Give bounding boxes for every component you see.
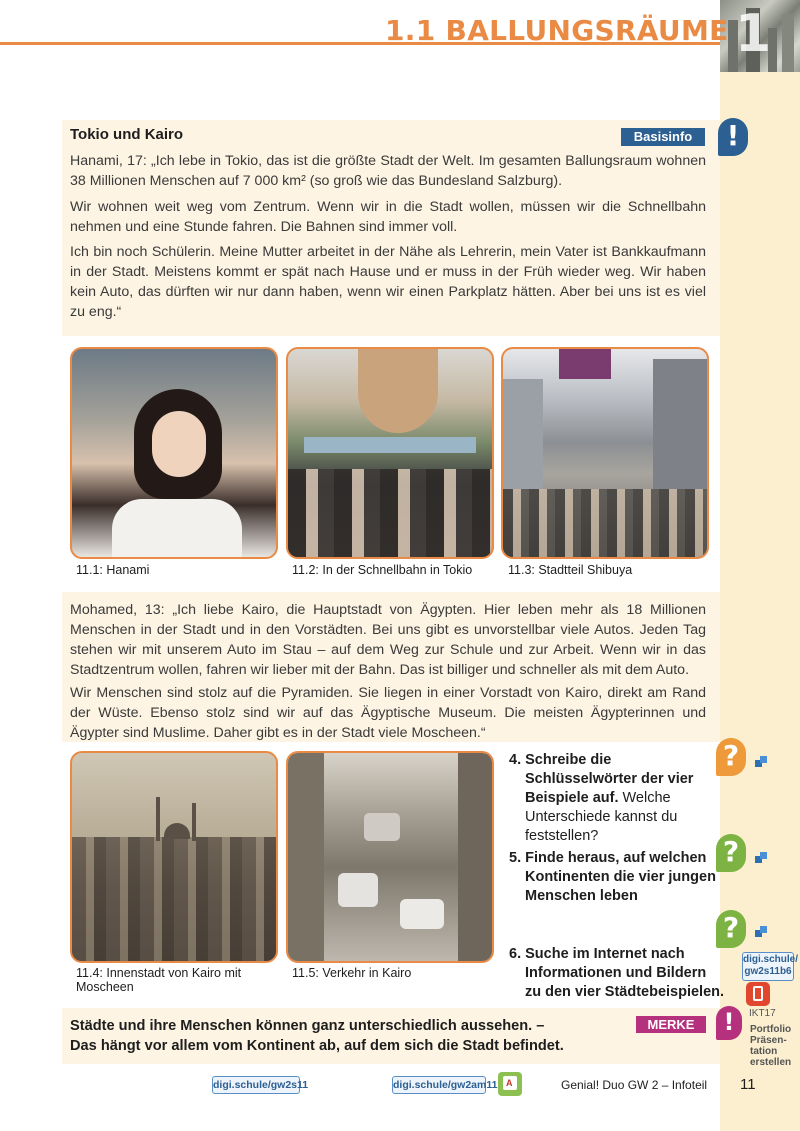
merke-line-1: Städte und ihre Menschen können ganz unterschiedlich aussehen. – xyxy=(70,1018,545,1034)
link-gw2s11[interactable]: digi.schule/gw2s11 xyxy=(212,1076,300,1094)
caption-11-1: 11.1: Hanami xyxy=(76,563,150,577)
basisinfo-tag: Basisinfo xyxy=(621,128,705,146)
task-instruction: Schreibe die Schlüsselwörter der vier Beispiele auf. xyxy=(525,752,694,806)
merke-text xyxy=(70,1016,630,1056)
task-instruction: Suche im Internet nach Informationen und Bildern zu den vier Städtebeispielen. xyxy=(525,946,725,1000)
paragraph-mohamed-2: Wir Menschen sind stolz auf die Pyramiden. Sie liegen in einer Vorstadt von Kairo, direkt am Rand der Wüste. Ebenso stolz sind wir auf das Ägyptische Museum. Die meisten Ägypterinnen und Ägypter sind Muslime. Daher gibt es in der Stadt viele Moscheen.“ xyxy=(70,685,706,741)
page-title: 1.1 BALLUNGSRÄUME xyxy=(385,14,729,47)
link-line-1: digi.schule/ xyxy=(743,954,799,965)
photo-shibuya xyxy=(501,347,709,559)
caption-11-5: 11.5: Verkehr in Kairo xyxy=(292,966,412,980)
photo-schnellbahn xyxy=(286,347,494,559)
task-5 xyxy=(509,849,725,906)
portfolio-line: Portfolio xyxy=(750,1024,792,1035)
paragraph-hanami-2: Wir wohnen weit weg vom Zentrum. Wenn wir in die Stadt wollen, müssen wir die Schnellbahn nehmen und eine Stunde fahren. Die Bahnen sind immer voll. xyxy=(70,199,706,235)
tablet-icon xyxy=(746,982,770,1006)
exclamation-icon: ! xyxy=(716,1006,742,1040)
paragraph-mohamed-1: Mohamed, 13: „Ich liebe Kairo, die Hauptstadt von Ägypten. Hier leben mehr als 18 Millionen Menschen in der Stadt und in den Vorstädten. Bei uns gibt es unvorstellbar viele Autos. Jeden Tag stehen wir mit unserem Auto im Stau – auf dem Weg zur Schule und zur Arbeit. Wenn wir in das Stadtzentrum wollen, fahren wir lieber mit der Bahn. Das ist billiger und schneller als mit dem Auto. xyxy=(70,602,706,678)
portfolio-line: Präsen- xyxy=(750,1035,787,1046)
link-gw2s11b6[interactable] xyxy=(742,952,799,981)
exclamation-icon: ! xyxy=(718,118,748,156)
question-icon: ? xyxy=(716,834,746,872)
digital-task-icon xyxy=(755,926,767,938)
app-icon[interactable]: A xyxy=(498,1072,522,1096)
task-instruction: Finde heraus, auf welchen Kontinenten die vier jungen Menschen leben xyxy=(525,850,716,904)
photo-verkehr-kairo xyxy=(286,751,494,963)
book-title: Genial! Duo GW 2 – Infoteil xyxy=(561,1078,708,1092)
photo-hanami xyxy=(70,347,278,559)
task-question: Welche Unterschiede kannst du feststellen? xyxy=(525,790,678,844)
caption-11-2: 11.2: In der Schnellbahn in Tokio xyxy=(292,563,473,577)
portfolio-note xyxy=(750,1024,791,1068)
link-line-2: gw2s11b6 xyxy=(744,966,792,977)
task-number: 5. xyxy=(509,850,522,866)
task-4 xyxy=(509,751,725,846)
ikt-code: IKT17 xyxy=(749,1008,776,1019)
paragraph-hanami-1: Hanami, 17: „Ich lebe in Tokio, das ist die größte Stadt der Welt. Im gesamten Ballungsraum wohnen 38 Millionen Menschen auf 7 000 km² (so groß wie das Bundesland Salzburg). xyxy=(70,153,706,189)
caption-11-4: 11.4: Innenstadt von Kairo mit Moscheen xyxy=(76,966,242,994)
digital-task-icon xyxy=(755,756,767,768)
photo-kairo-innenstadt xyxy=(70,751,278,963)
merke-label: MERKE xyxy=(636,1016,706,1033)
question-icon: ? xyxy=(716,910,746,948)
digital-task-icon xyxy=(755,852,767,864)
page-number: 11 xyxy=(740,1076,756,1093)
task-number: 6. xyxy=(509,946,522,962)
portfolio-line: erstellen xyxy=(750,1057,792,1068)
task-number: 4. xyxy=(509,752,522,768)
link-gw2am11[interactable]: digi.schule/gw2am11 xyxy=(392,1076,486,1094)
box-heading: Tokio und Kairo xyxy=(70,126,184,143)
chapter-number: 1 xyxy=(735,4,772,64)
portfolio-line: tation xyxy=(750,1046,778,1057)
merke-line-2: Das hängt vor allem vom Kontinent ab, auf dem sich die Stadt befindet. xyxy=(70,1038,564,1054)
question-icon: ? xyxy=(716,738,746,776)
caption-11-3: 11.3: Stadtteil Shibuya xyxy=(508,563,633,577)
task-6 xyxy=(509,945,725,1002)
paragraph-hanami-3: Ich bin noch Schülerin. Meine Mutter arbeitet in der Nähe als Lehrerin, mein Vater ist Bankkaufmann in der Stadt. Meistens kommt er spät nach Hause und er muss in der Früh wieder weg. Wir haben kein Auto, das dürften wir nur dann haben, wenn wir einen Parkplatz hätten. Aber bei uns ist es viel zu eng.“ xyxy=(70,244,706,320)
